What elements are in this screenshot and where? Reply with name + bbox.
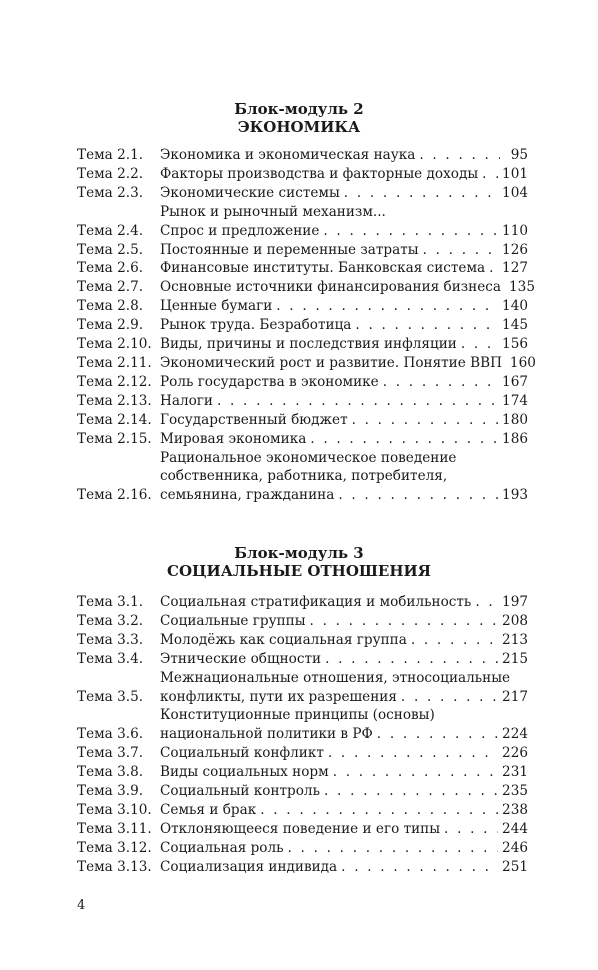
toc-entry-page: 186 xyxy=(502,430,528,447)
toc-entry-number: Тема 2.6. xyxy=(77,260,144,277)
toc-entry xyxy=(77,184,528,203)
dot-leader xyxy=(377,725,498,744)
toc-entry xyxy=(77,241,528,260)
toc-entry-title: Социальная роль xyxy=(160,839,284,856)
toc-entry-number: Тема 2.12. xyxy=(77,373,152,390)
toc-entry-number: Тема 2.13. xyxy=(77,392,152,409)
toc-entry-number: Тема 2.14. xyxy=(77,411,152,428)
toc-entry-title: Социальная стратификация и мобильность xyxy=(160,594,472,610)
toc-entry xyxy=(77,650,528,669)
toc-entry-page: 156 xyxy=(502,336,528,353)
toc-entry-number: Тема 2.9. xyxy=(77,317,144,334)
toc-entry-page: 208 xyxy=(502,612,528,629)
toc-entry-number: Тема 3.4. xyxy=(77,650,144,667)
toc-entry-title: семьянина, гражданина xyxy=(160,487,335,504)
toc-entry-page: 174 xyxy=(502,392,528,409)
toc-entry-number: Тема 2.10. xyxy=(77,336,152,353)
dot-leader xyxy=(217,392,498,411)
toc-entry-title: Социальные группы xyxy=(160,612,306,629)
toc-entry xyxy=(77,612,528,631)
toc-entry-page: 251 xyxy=(502,858,528,875)
toc-entry-page: 224 xyxy=(502,726,528,743)
toc-entry-page: 127 xyxy=(502,260,528,277)
toc-entry-number: Тема 3.3. xyxy=(77,631,144,648)
toc-entry-page: 213 xyxy=(502,631,528,648)
dot-leader xyxy=(288,839,499,858)
block-2-heading: Блок-модуль 2 xyxy=(234,100,364,118)
toc-entry-title: Рациональное экономическое поведение xyxy=(160,449,457,466)
toc-entry xyxy=(77,259,528,278)
toc-entry-number: Тема 2.11. xyxy=(77,354,152,371)
toc-entry-title: Рынок и рыночный механизм... xyxy=(160,203,386,220)
toc-entry xyxy=(77,165,528,184)
toc-entry xyxy=(77,392,528,411)
toc-entry-page: 235 xyxy=(502,783,528,800)
toc-entry xyxy=(77,593,528,612)
toc-entry-title: Финансовые институты. Банковская система xyxy=(160,260,486,277)
dot-leader xyxy=(461,335,498,354)
toc-entry xyxy=(77,631,528,650)
toc-entry-page: 145 xyxy=(502,317,528,334)
toc-entry xyxy=(77,669,528,707)
toc-entry xyxy=(77,278,535,297)
toc-entry-title: Экономические системы xyxy=(160,184,340,201)
toc-entry-title: Основные источники финансирования бизнеса xyxy=(160,279,502,296)
toc-entry-number: Тема 3.7. xyxy=(77,745,144,762)
toc-entry-title: Рынок труда. Безработица xyxy=(160,317,352,334)
toc-entry-title: Этнические общности xyxy=(160,650,322,667)
toc-entry-number: Тема 2.2. xyxy=(77,165,144,182)
toc-entry-title: Социализация индивида xyxy=(160,858,338,875)
dot-leader xyxy=(423,241,498,260)
dot-leader xyxy=(401,688,498,707)
toc-entry-page: 110 xyxy=(502,222,528,239)
dot-leader xyxy=(383,373,498,392)
dot-leader xyxy=(325,650,498,669)
toc-entry-page: 160 xyxy=(509,354,536,371)
toc-entry-title: Отклоняющееся поведение и его типы xyxy=(160,820,441,837)
toc-entry-number: Тема 2.1. xyxy=(77,147,144,163)
toc-entry-title: Социальный контроль xyxy=(160,783,320,800)
block-2-header xyxy=(0,100,598,136)
toc-entry-page: 167 xyxy=(502,373,528,390)
block-3-toc xyxy=(77,593,528,877)
toc-entry-number: Тема 3.2. xyxy=(77,612,144,629)
dot-leader xyxy=(475,593,498,612)
dot-leader xyxy=(482,165,498,184)
toc-entry xyxy=(77,706,528,744)
dot-leader xyxy=(355,316,498,335)
toc-entry xyxy=(77,203,528,241)
toc-entry-title: Конституционные принципы (основы) xyxy=(160,707,435,724)
dot-leader xyxy=(444,820,498,839)
toc-entry-page: 226 xyxy=(502,745,528,762)
dot-leader xyxy=(419,146,500,165)
toc-entry-number: Тема 3.1. xyxy=(77,594,144,610)
toc-entry-page: 180 xyxy=(502,411,528,428)
toc-entry-page: 140 xyxy=(502,298,528,315)
toc-entry xyxy=(77,820,528,839)
toc-entry xyxy=(77,763,528,782)
toc-entry-number: Тема 2.3. xyxy=(77,184,144,201)
toc-entry-number: Тема 3.10. xyxy=(77,801,152,818)
toc-entry xyxy=(77,335,528,354)
dot-leader xyxy=(328,744,498,763)
toc-entry xyxy=(77,858,528,877)
toc-entry xyxy=(77,146,528,165)
block-3-heading: Блок-модуль 3 xyxy=(234,544,364,562)
toc-entry xyxy=(77,449,528,506)
toc-entry-number: Тема 3.9. xyxy=(77,783,144,800)
toc-entry-title: Семья и брак xyxy=(160,801,257,818)
toc-entry-page: 215 xyxy=(502,650,528,667)
toc-entry-number: Тема 2.7. xyxy=(77,279,144,296)
toc-entry-page: 244 xyxy=(502,820,528,837)
toc-entry xyxy=(77,801,528,820)
toc-entry-page: 193 xyxy=(502,487,528,504)
dot-leader xyxy=(310,612,499,631)
toc-entry-page: 101 xyxy=(502,165,528,182)
toc-entry-title: Постоянные и переменные затраты xyxy=(160,241,419,258)
dot-leader xyxy=(324,782,498,801)
toc-entry xyxy=(77,316,528,335)
toc-entry-title: национальной политики в РФ xyxy=(160,726,373,743)
toc-entry-title: Факторы производства и факторные доходы xyxy=(160,165,479,182)
toc-entry-number: Тема 3.11. xyxy=(77,820,152,837)
toc-entry-number: Тема 3.13. xyxy=(77,858,152,875)
toc-entry-page: 126 xyxy=(502,241,528,258)
toc-entry-title: Спрос и предложение xyxy=(160,222,320,239)
toc-entry-number: Тема 3.12. xyxy=(77,839,152,856)
toc-entry-title: Социальный конфликт xyxy=(160,745,324,762)
toc-entry xyxy=(77,839,528,858)
toc-entry-number: Тема 2.8. xyxy=(77,298,144,315)
dot-leader xyxy=(344,184,498,203)
toc-entry-title: Роль государства в экономике xyxy=(160,373,379,390)
dot-leader xyxy=(323,222,498,241)
toc-entry xyxy=(77,354,536,373)
toc-entry xyxy=(77,744,528,763)
toc-entry-title: Налоги xyxy=(160,392,213,409)
dot-leader xyxy=(489,259,498,278)
block-2-toc xyxy=(77,146,536,505)
toc-entry-page: 217 xyxy=(502,688,528,705)
toc-entry xyxy=(77,373,528,392)
toc-entry-number: Тема 2.15. xyxy=(77,430,152,447)
toc-entry xyxy=(77,297,528,316)
toc-entry xyxy=(77,430,528,449)
toc-entry-number: Тема 3.6. xyxy=(77,726,144,743)
dot-leader xyxy=(338,486,498,505)
toc-entry-title: Виды, причины и последствия инфляции xyxy=(160,336,457,353)
toc-entry-title: конфликты, пути их разрешения xyxy=(160,688,397,705)
toc-entry-number: Тема 2.5. xyxy=(77,241,144,258)
toc-entry-page: 95 xyxy=(510,147,528,163)
toc-entry xyxy=(77,411,528,430)
toc-entry-page: 197 xyxy=(502,594,528,610)
toc-entry xyxy=(77,782,528,801)
toc-entry-number: Тема 3.5. xyxy=(77,688,144,705)
toc-entry-number: Тема 3.8. xyxy=(77,764,144,781)
block-3-header xyxy=(0,544,598,580)
toc-entry-title: Молодёжь как социальная группа xyxy=(160,631,407,648)
dot-leader xyxy=(310,430,498,449)
toc-entry-number: Тема 2.4. xyxy=(77,222,144,239)
toc-entry-title: Межнациональные отношения, этносоциальные xyxy=(160,669,511,686)
toc-entry-page: 231 xyxy=(502,764,528,781)
toc-entry-number: Тема 2.16. xyxy=(77,487,152,504)
dot-leader xyxy=(276,297,498,316)
toc-entry-title: Государственный бюджет xyxy=(160,411,348,428)
block-3-title: СОЦИАЛЬНЫЕ ОТНОШЕНИЯ xyxy=(167,562,431,580)
toc-entry-title: Ценные бумаги xyxy=(160,298,273,315)
page-number: 4 xyxy=(77,898,86,913)
dot-leader xyxy=(411,631,498,650)
toc-entry-title: Мировая экономика xyxy=(160,430,307,447)
dot-leader xyxy=(260,801,498,820)
toc-entry-title: Виды социальных норм xyxy=(160,764,329,781)
dot-leader xyxy=(352,411,498,430)
toc-entry-page: 135 xyxy=(509,279,535,296)
toc-entry-title: Экономический рост и развитие. Понятие ВВП xyxy=(160,354,502,371)
toc-entry-page: 246 xyxy=(502,839,528,856)
block-2-title: ЭКОНОМИКА xyxy=(237,118,361,136)
toc-entry-page: 238 xyxy=(502,801,528,818)
toc-entry-title: собственника, работника, потребителя, xyxy=(160,468,448,485)
dot-leader xyxy=(341,858,498,877)
toc-entry-title: Экономика и экономическая наука xyxy=(160,147,416,163)
dot-leader xyxy=(333,763,498,782)
toc-entry-page: 104 xyxy=(502,184,528,201)
